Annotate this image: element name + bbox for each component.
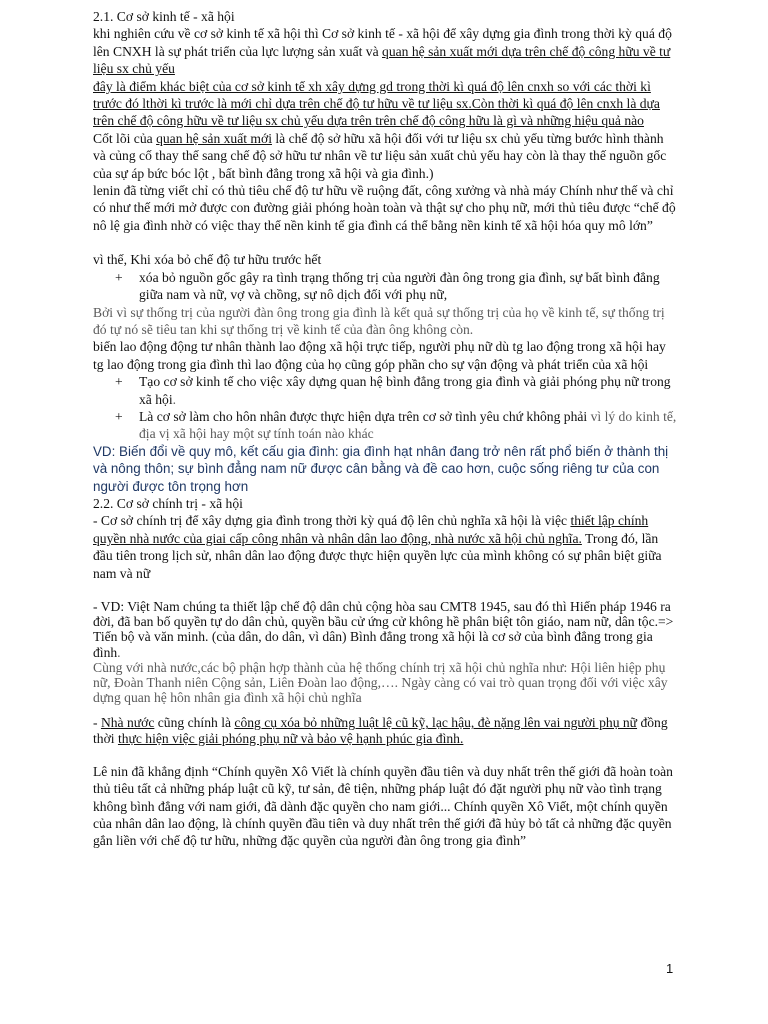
text-run: . <box>172 391 177 407</box>
text-run: Biến đổi về quy mô, kết cấu gia đình: gia đình hạt nhân đang trở nên rất phổ biến ở thành thị và nông thôn; sự bình đẳng nam nữ được cân bằng và đề cao hơn, cuộc sống riêng tư của con người được tôn trọng hơn <box>93 443 669 494</box>
paragraph-underlined: đây là điểm khác biệt của cơ sở kinh tế xh xây dựng gd trong thời kì quá độ lên cnxh so với các thời kì trước đó lthời kì trước là mới chỉ dựa trên chế độ tư hữu về tư liệu sx.Còn thời kì quá độ lên cnxh là dựa trên chế độ công hữu về tư liệu sx chủ yếu dựa trên trên chế độ công hữu là gì và những hiệu quả nào <box>93 78 660 129</box>
text-run: cũng chính là <box>154 715 235 731</box>
text-run: khi nghiên cứu về cơ sở kinh tế xã hội thì Cơ sở kinh tế - xã hội để xây dựng gia đình trong thời kỳ quá độ lên CNXH là sự phát triển của lực lượng sản xuất và <box>93 26 672 59</box>
paragraph: Cùng với nhà nước,các bộ phận hợp thành của hệ thống chính trị xã hội chủ nghĩa như: Hội liên hiệp phụ nữ, Đoàn Thanh niên Cộng sản, Liên Đoàn lao động,…. Ngày càng có vai trò quan trọng đối với việc xây dựng quan hệ hôn nhân gia đình xã hội chủ nghĩa <box>93 659 668 706</box>
blank-line <box>93 746 677 763</box>
section-heading-2-1: 2.1. Cơ sở kinh tế - xã hội <box>93 9 235 24</box>
underlined-text: thiết lập chính quyền nhà nước của giai cấp công nhân và nhân dân lao động, nhà nước xã hội chủ nghĩa. <box>93 513 649 546</box>
text-run: Cốt lõi của <box>93 130 157 146</box>
paragraph <box>93 25 677 77</box>
paragraph: Bởi vì sự thống trị của người đàn ông trong gia đình là kết quả sự thống trị của họ về kinh tế, sự thống trị đó tự nó sẽ tiêu tan khi sự thống trị về kinh tế của đàn ông không còn. <box>93 304 665 337</box>
text-run: - <box>93 715 101 731</box>
text-run: vì lý do kinh tế, địa vị xã hội hay một sự tính toán nào khác <box>139 408 677 442</box>
paragraph <box>93 130 677 182</box>
section-heading-2-2: 2.2. Cơ sở chính trị - xã hội <box>93 495 243 511</box>
text-run: - VD: Việt Nam chúng ta thiết lập chế độ dân chủ cộng hòa sau CMT8 1945, sau đó thì Hiến pháp 1946 ra đời, đã ban bố quyền tự do dân chủ, quyền bầu cử ứng cử không hề phân biệt tôn giáo, nam nữ, dân tộc.=> Tiến bộ và văn minh. (của dân, do dân, vì dân) Bình đẳng trong xã hội là cơ sở của bình đẳng trong gia đình <box>93 599 674 660</box>
paragraph: Lê nin đã khẳng định “Chính quyền Xô Viết là chính quyền đầu tiên và duy nhất trên thế giới đã hoàn toàn thủ tiêu tất cả những pháp luật cũ kỹ, tư sản, đê tiện, những pháp luật đó đặt người phụ nữ vào tình trạng không bình đẳng với nam giới, đã dành đặc quyền cho nam giới... Chính quyền Xô Viết, một chính quyền của nhân dân lao động, là chính quyền đầu tiên và duy nhất trên thế giới đã hủy bỏ tất cả những đặc quyền gắn liền với chế độ tư hữu, những đặc quyền của người đàn ông trong gia đình” <box>93 763 673 849</box>
list-item <box>93 408 677 443</box>
example-label: VD: <box>93 443 120 459</box>
blank-line <box>93 234 677 251</box>
bullet-mark: + <box>115 374 123 390</box>
underlined-text: quan hệ sản xuất mới dựa trên chế độ công hữu về tư liệu sx chủ yếu <box>93 43 671 77</box>
paragraph: biến lao động động tư nhân thành lao động xã hội trực tiếp, người phụ nữ dù tg lao động trong xã hội hay tg lao động trong gia đình thì lao động của họ cũng góp phần cho sự vận động và phát triển của xã hội <box>93 339 666 372</box>
text-run: . <box>117 644 121 660</box>
paragraph: lenin đã từng viết chỉ có thủ tiêu chế độ tư hữu về ruộng đất, công xưởng và nhà máy Chính như thế và chỉ có như thế mới mở được con đường giải phóng hoàn toàn và thật sự cho phụ nữ, mới thủ tiêu được “chế độ nô lệ gia đình nhờ có việc thay thế nền kinh tế gia đình cá thể bằng nền kinh tế xã hội hóa quy mô lớn” <box>93 183 676 233</box>
paragraph <box>93 599 677 660</box>
paragraph <box>93 715 677 745</box>
text-run: - Cơ sở chính trị để xây dựng gia đình trong thời kỳ quá độ lên chủ nghĩa xã hội là việc <box>93 513 571 529</box>
text-run: đồng thời <box>93 715 668 746</box>
list-item-text: Tạo cơ sở kinh tế cho việc xây dựng quan hệ bình đẳng trong gia đình và giải phóng phụ nữ trong xã hội <box>139 374 671 407</box>
list-item <box>93 269 677 304</box>
list-item <box>93 373 677 408</box>
document-body <box>93 8 677 850</box>
paragraph: vì thế, Khi xóa bỏ chế độ tư hữu trước hết <box>93 252 322 268</box>
blank-line <box>93 705 677 715</box>
bullet-mark: + <box>115 269 123 285</box>
list-item-text: xóa bỏ nguồn gốc gây ra tình trạng thống trị của người đàn ông trong gia đình, sự bất bình đẳng giữa nam và nữ, vợ và chồng, sự nô dịch đối với phụ nữ, <box>139 269 660 303</box>
underlined-text: quan hệ sản xuất mới <box>156 130 272 146</box>
page-number: 1 <box>666 961 674 976</box>
example-paragraph <box>93 443 677 495</box>
underlined-text: thực hiện việc giải phóng phụ nữ và bảo vệ hạnh phúc gia đình. <box>117 730 464 746</box>
blank-line <box>93 582 677 599</box>
text-run: là chế độ sở hữu xã hội đối với tư liệu sx chủ yếu từng bước hình thành và củng cố thay thế sang chế độ sở hữu tư nhân về tư liệu sản xuất chủ yếu hay còn là thay thế nguồn gốc của sự áp bức bóc lột , bất bình đẳng trong xã hội và gia đình.) <box>93 130 667 181</box>
bullet-mark: + <box>115 408 123 424</box>
list-item-text: Là cơ sở làm cho hôn nhân được thực hiện dựa trên cơ sở tình yêu chứ không phải <box>139 408 591 424</box>
underlined-text: Nhà nước <box>100 715 155 731</box>
underlined-text: công cụ xóa bỏ những luật lệ cũ kỹ, lạc hậu, đè nặng lên vai người phụ nữ <box>234 715 638 731</box>
text-run: Trong đó, lần đầu tiên trong lịch sử, nhân dân lao động được thực hiện quyền lực của mình không có sự phân biệt giữa nam và nữ <box>93 530 662 581</box>
paragraph <box>93 512 677 582</box>
